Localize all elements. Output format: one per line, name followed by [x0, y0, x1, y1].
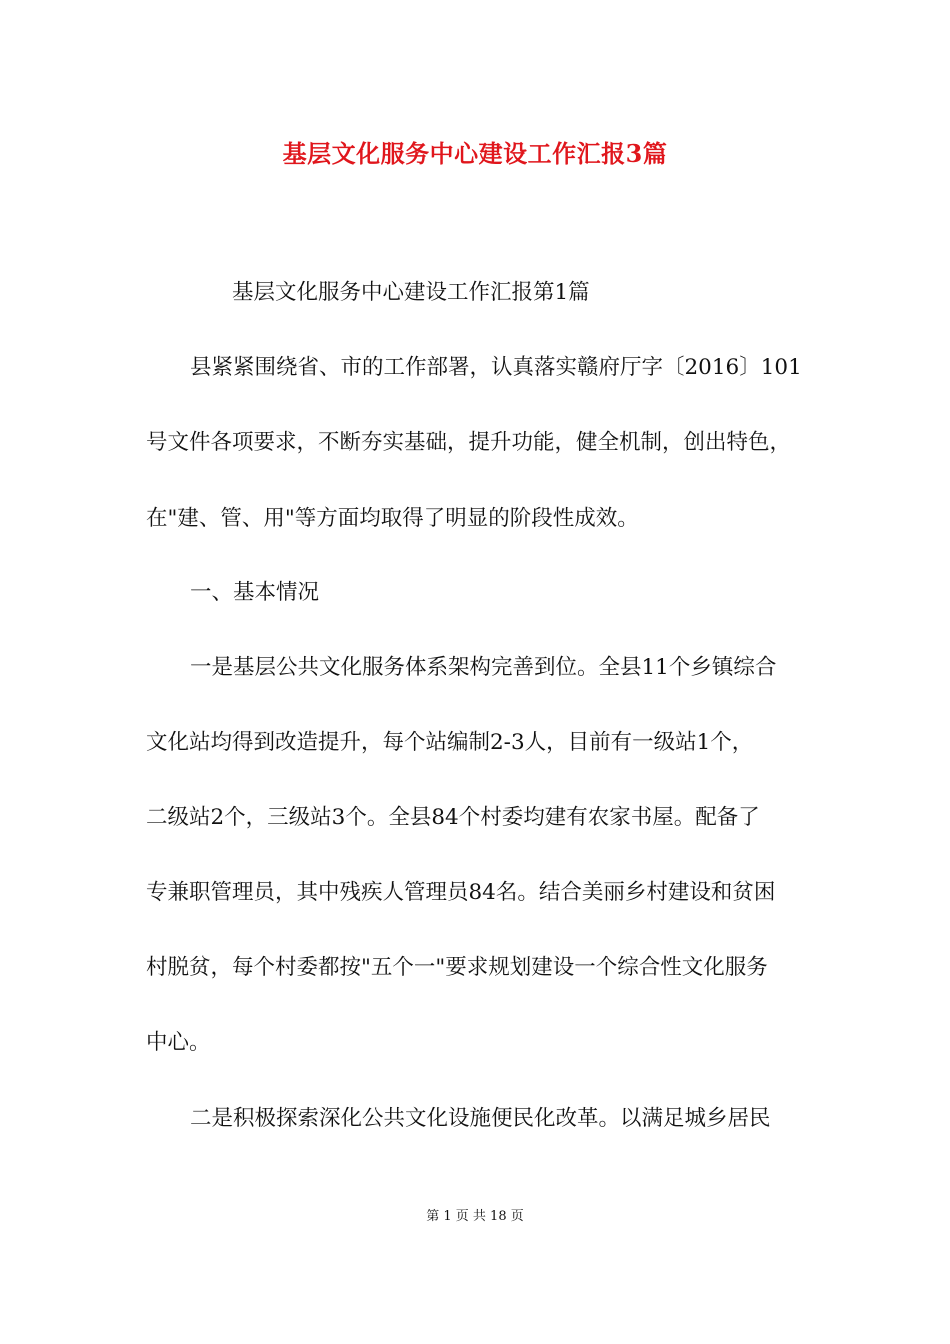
page-number-footer: 第 1 页 共 18 页: [426, 1209, 524, 1224]
paragraph-line: 号文件各项要求，不断夯实基础，提升功能，健全机制，创出特色，: [146, 430, 792, 455]
paragraph-line: 中心。: [146, 1030, 211, 1055]
paragraph-line: 专兼职管理员，其中残疾人管理员84名。结合美丽乡村建设和贫困: [146, 880, 776, 905]
paragraph-line: 二级站2个，三级站3个。全县84个村委均建有农家书屋。配备了: [146, 805, 760, 830]
paragraph-line: 一是基层公共文化服务体系架构完善到位。全县11个乡镇综合: [190, 655, 777, 680]
paragraph-line: 村脱贫，每个村委都按"五个一"要求规划建设一个综合性文化服务: [146, 955, 768, 980]
paragraph-line: 县紧紧围绕省、市的工作部署，认真落实赣府厅字〔2016〕101: [190, 355, 802, 380]
subheading-line: 一、基本情况: [190, 580, 320, 605]
paragraph-line: 在"建、管、用"等方面均取得了明显的阶段性成效。: [146, 506, 639, 531]
section-heading: 基层文化服务中心建设工作汇报第1篇: [232, 280, 590, 305]
paragraph-line: 文化站均得到改造提升，每个站编制2-3人，目前有一级站1个，: [146, 730, 754, 755]
paragraph-line: 二是积极探索深化公共文化设施便民化改革。以满足城乡居民: [190, 1106, 771, 1131]
document-title: 基层文化服务中心建设工作汇报3篇: [282, 139, 668, 168]
